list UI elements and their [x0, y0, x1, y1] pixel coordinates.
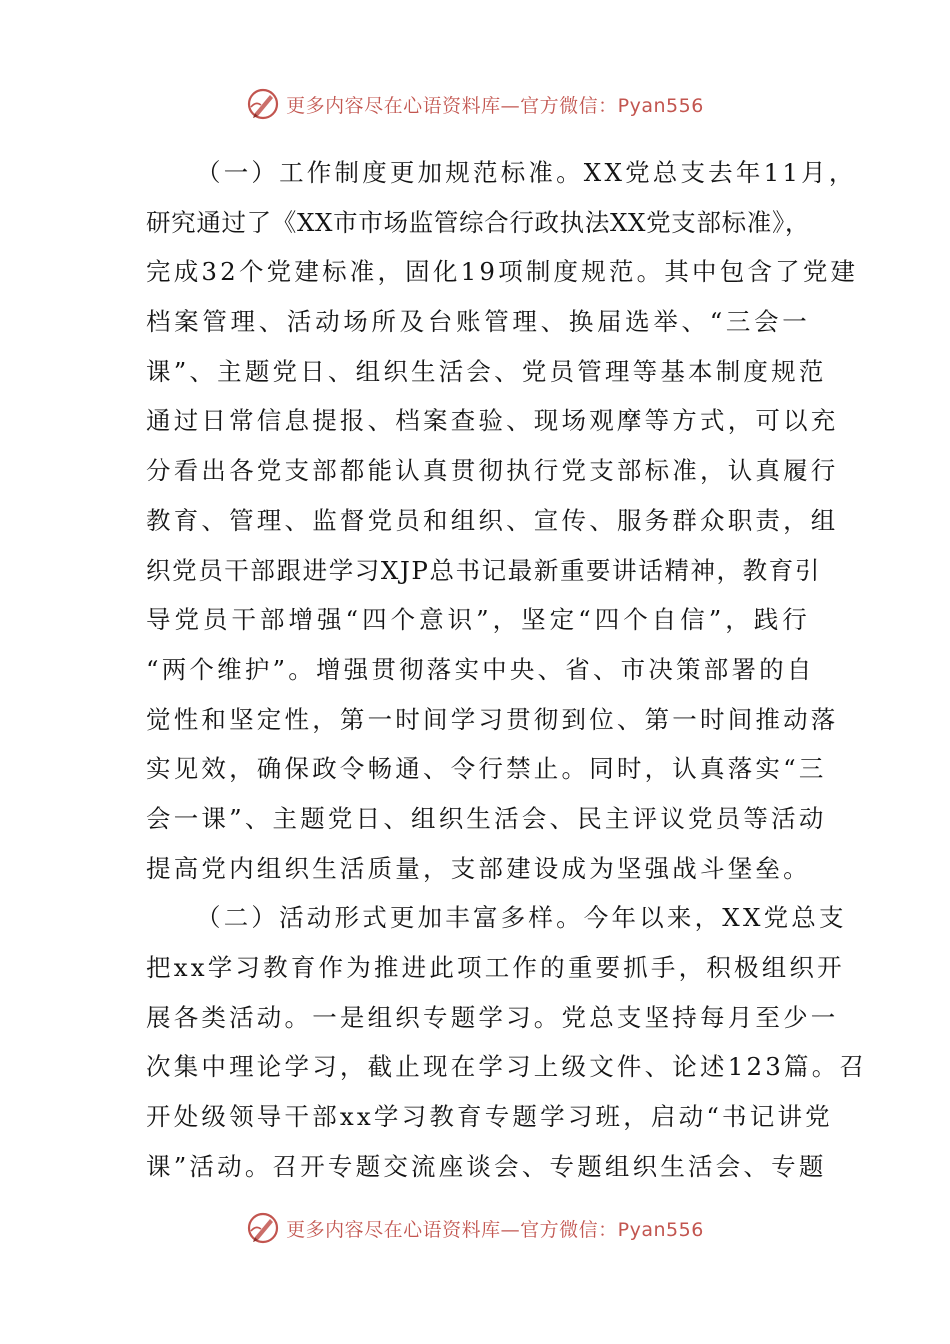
pen-logo-icon [246, 87, 280, 121]
paragraph-2-line: （二）活动形式更加丰富多样。今年以来，XX党总支 [196, 903, 847, 933]
paragraph-1-line: 档案管理、活动场所及台账管理、换届选举、“三会一 [146, 307, 810, 337]
watermark-text: 更多内容尽在心语资料库—官方微信：Pyan556 [286, 1218, 704, 1241]
paragraph-1-line: 研究通过了《XX市市场监管综合行政执法XX党支部标准》， [146, 207, 810, 237]
watermark-header [0, 84, 950, 124]
watermark-footer [0, 1208, 950, 1248]
paragraph-2-line: 开处级领导干部xx学习教育专题学习班，启动“书记讲党 [146, 1102, 833, 1132]
paragraph-1-line: 织党员干部跟进学习XJP总书记最新重要讲话精神，教育引 [146, 555, 821, 585]
paragraph-1-line: 分看出各党支部都能认真贯彻执行党支部标准，认真履行 [146, 456, 839, 486]
paragraph-2-line: 展各类活动。一是组织专题学习。党总支坚持每月至少一 [146, 1002, 839, 1032]
watermark-wechat-id: Pyan556 [617, 1218, 704, 1241]
paragraph-1-line: 提高党内组织生活质量，支部建设成为坚强战斗堡垒。 [146, 853, 811, 883]
document-body [146, 148, 868, 1191]
paragraph-1 [146, 148, 859, 893]
paragraph-1-line: 实见效，确保政令畅通、令行禁止。同时，认真落实“三 [146, 754, 827, 784]
paragraph-2-line: 把xx学习教育作为推进此项工作的重要抓手，积极组织开 [146, 953, 845, 982]
watermark-wechat-id: Pyan556 [617, 94, 704, 117]
paragraph-1-line: 完成32个党建标准，固化19项制度规范。其中包含了党建 [146, 257, 859, 287]
paragraph-1-line: “两个维护”。增强贯彻落实中央、省、市决策部署的自 [146, 654, 815, 684]
paragraph-2-line: 课”活动。召开专题交流座谈会、专题组织生活会、专题 [146, 1151, 827, 1181]
pen-logo-icon [246, 1211, 280, 1245]
paragraph-1-line: 教育、管理、监督党员和组织、宣传、服务群众职责，组 [146, 505, 839, 535]
paragraph-1-line: 通过日常信息提报、档案查验、现场观摩等方式，可以充 [146, 406, 839, 436]
paragraph-1-line: 课”、主题党日、组织生活会、党员管理等基本制度规范 [146, 356, 827, 386]
paragraph-2 [146, 893, 868, 1191]
paragraph-1-line: 导党员干部增强“四个意识”，坚定“四个自信”，践行 [146, 605, 810, 635]
paragraph-1-line: 会一课”、主题党日、组织生活会、民主评议党员等活动 [146, 803, 827, 833]
watermark-text: 更多内容尽在心语资料库—官方微信：Pyan556 [286, 94, 704, 117]
paragraph-1-line: （一）工作制度更加规范标准。XX党总支去年11月， [196, 158, 857, 187]
paragraph-1-line: 觉性和坚定性，第一时间学习贯彻到位、第一时间推动落 [146, 704, 839, 734]
paragraph-2-line: 次集中理论学习，截止现在学习上级文件、论述123篇。召 [146, 1052, 868, 1082]
